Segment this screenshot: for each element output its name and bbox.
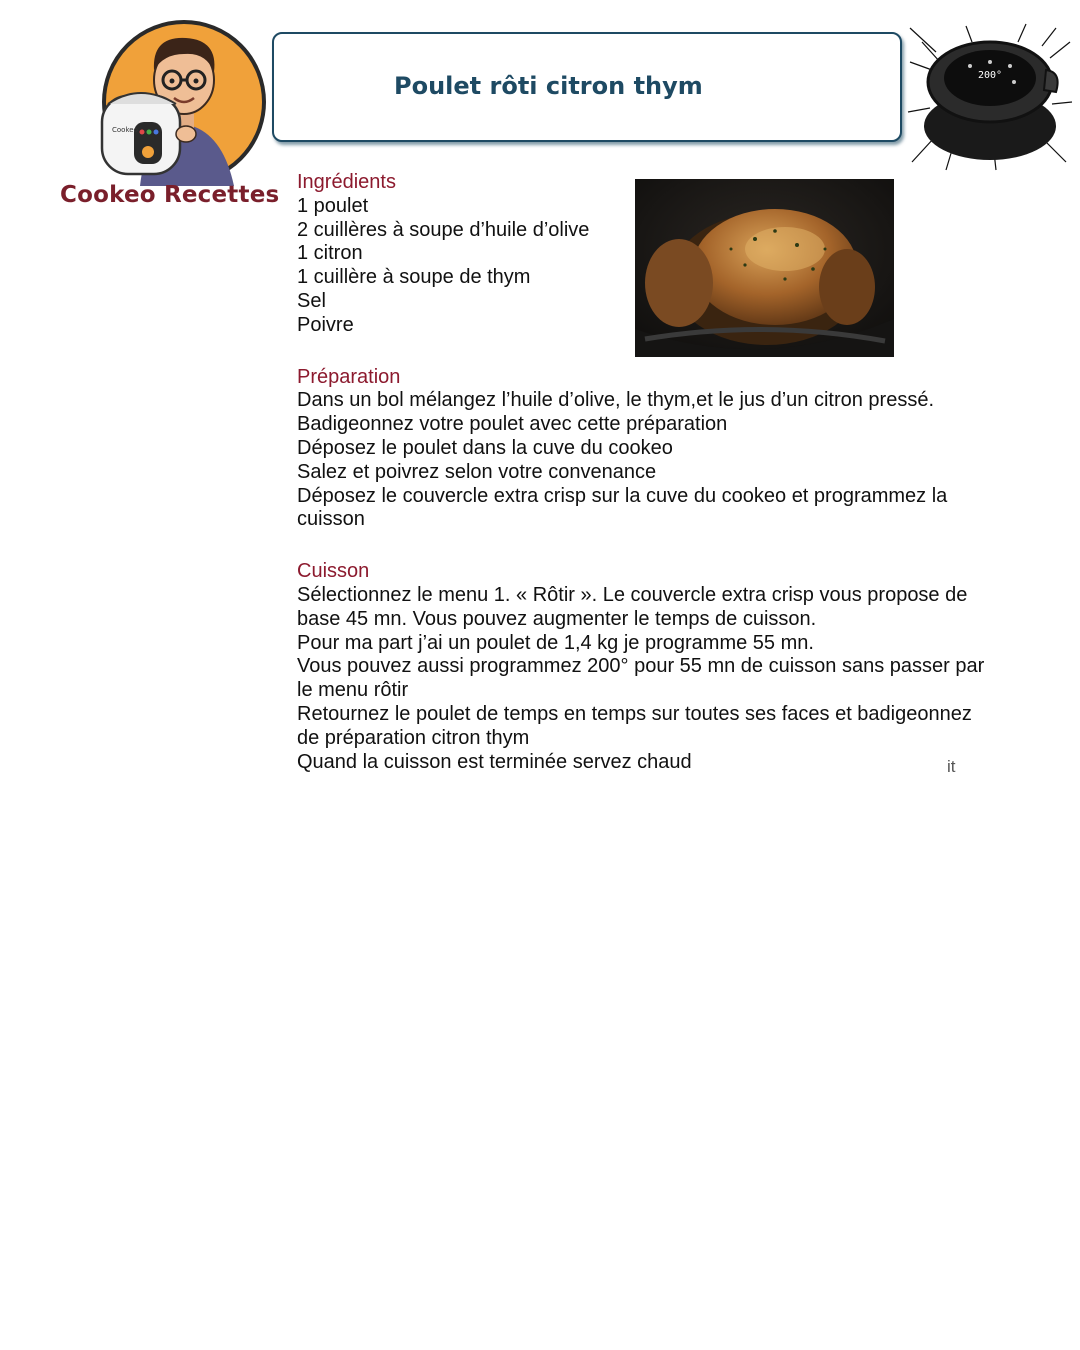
- brand-logo: [60, 14, 285, 214]
- cooker-sketch-icon: [906, 22, 1074, 172]
- cuisson-step: Sélectionnez le menu 1. « Rôtir ». Le couvercle extra crisp vous propose de base 45 mn. Vous pouvez augmenter le temps de cuisson.: [297, 583, 968, 630]
- ingredient-item: Sel: [297, 289, 326, 312]
- svg-text:Cookeo: Cookeo: [112, 126, 138, 134]
- chef-avatar-icon: [100, 18, 268, 186]
- cuisson-step: Vous pouvez aussi programmez 200° pour 55 mn de cuisson sans passer par le menu rôtir: [297, 655, 985, 702]
- page-title: Poulet rôti citron thym: [394, 72, 703, 100]
- ingredient-item: 1 poulet: [297, 194, 369, 217]
- cuisson-step: Quand la cuisson est terminée servez chaud: [297, 750, 692, 773]
- preparation-section: [297, 366, 1017, 533]
- preparation-step: Dans un bol mélangez l’huile d’olive, le thym,et le jus d’un citron pressé.: [297, 389, 935, 412]
- ingredient-item: Poivre: [297, 313, 354, 336]
- cuisson-step: Retournez le poulet de temps en temps sur toutes ses faces et badigeonnez de préparation citron thym: [297, 702, 972, 749]
- stray-text: it: [947, 757, 956, 776]
- cuisson-heading: Cuisson: [297, 560, 370, 583]
- cuisson-section: [297, 560, 1017, 774]
- cuisson-step: Pour ma part j’ai un poulet de 1,4 kg je programme 55 mn.: [297, 631, 814, 654]
- brand-name: Cookeo Recettes: [60, 182, 280, 208]
- preparation-step: Déposez le poulet dans la cuve du cookeo: [297, 436, 673, 459]
- ingredient-item: 1 cuillère à soupe de thym: [297, 266, 531, 289]
- ingredient-item: 2 cuillères à soupe d’huile d’olive: [297, 218, 590, 241]
- roast-chicken-photo: [635, 179, 894, 357]
- ingredient-item: 1 citron: [297, 242, 363, 265]
- ingredients-heading: Ingrédients: [297, 171, 396, 193]
- preparation-step: Badigeonnez votre poulet avec cette préparation: [297, 413, 728, 436]
- title-banner: [272, 32, 902, 142]
- preparation-step: Déposez le couvercle extra crisp sur la cuve du cookeo et programmez la cuisson: [297, 484, 948, 531]
- preparation-step: Salez et poivrez selon votre convenance: [297, 460, 657, 483]
- cooker-display-temperature: 200°: [978, 70, 1003, 81]
- preparation-heading: Préparation: [297, 365, 401, 388]
